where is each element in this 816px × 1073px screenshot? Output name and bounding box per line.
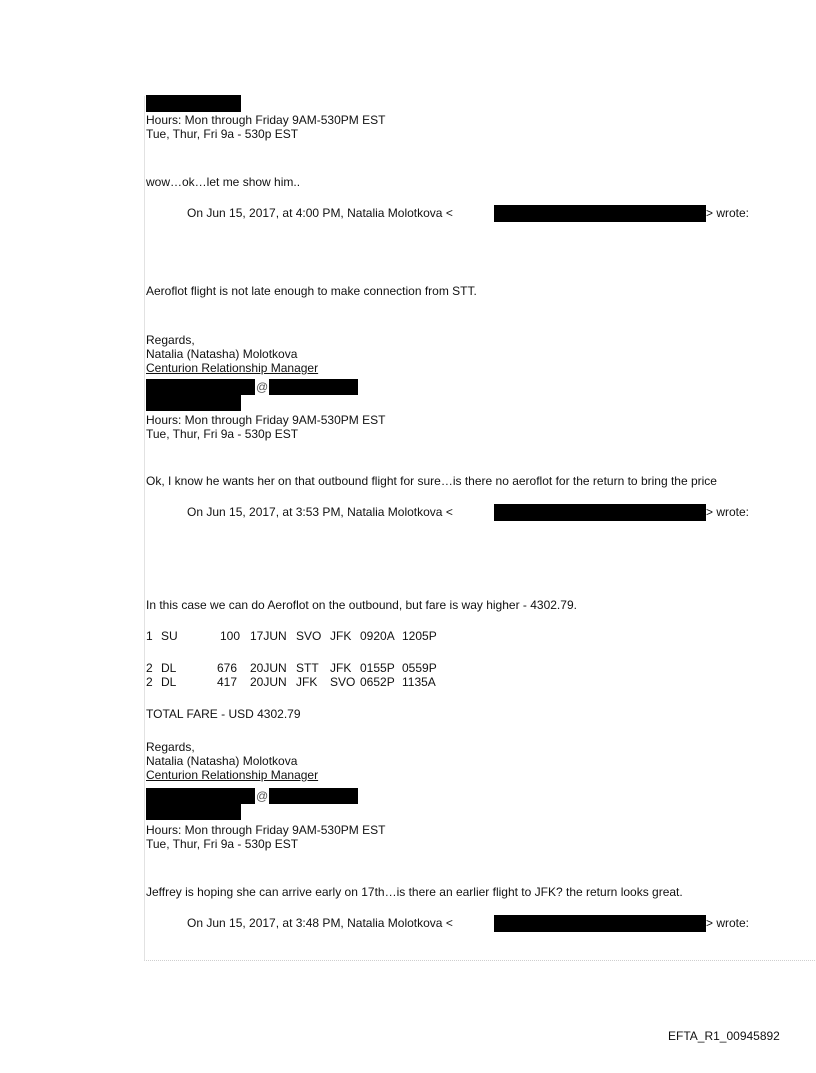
reply-header-prefix: On Jun 15, 2017, at 3:48 PM, Natalia Molotkova < — [187, 916, 453, 930]
redaction-box — [269, 379, 358, 395]
redaction-box — [146, 379, 255, 395]
flight-date: 20JUN — [250, 661, 287, 675]
redaction-box — [494, 504, 706, 521]
hours-line: Hours: Mon through Friday 9AM-530PM EST — [146, 113, 386, 127]
reply-header-suffix: > wrote: — [706, 505, 750, 519]
email-at-sign: @ — [256, 380, 269, 394]
origin-airport: STT — [296, 661, 319, 675]
message-body: Ok, I know he wants her on that outbound flight for sure…is there no aeroflot for the return to bring the price — [146, 474, 717, 488]
segment-number: 2 — [146, 675, 153, 689]
total-fare: TOTAL FARE - USD 4302.79 — [146, 707, 301, 721]
departure-time: 0155P — [360, 661, 395, 675]
redaction-box — [146, 788, 255, 804]
arrival-time: 1205P — [402, 629, 437, 643]
days-line: Tue, Thur, Fri 9a - 530p EST — [146, 427, 299, 441]
email-at-sign: @ — [256, 789, 269, 803]
message-body: Jeffrey is hoping she can arrive early on 17th…is there an earlier flight to JFK? the return looks great. — [146, 885, 683, 899]
departure-time: 0920A — [360, 629, 395, 643]
redaction-box — [146, 95, 241, 112]
departure-time: 0652P — [360, 675, 395, 689]
redaction-box — [146, 395, 241, 411]
hours-line: Hours: Mon through Friday 9AM-530PM EST — [146, 413, 386, 427]
destination-airport: SVO — [330, 675, 356, 689]
flight-date: 20JUN — [250, 675, 287, 689]
segment-number: 2 — [146, 661, 153, 675]
signature-regards: Regards, — [146, 740, 195, 754]
flight-number: 676 — [217, 661, 238, 675]
flight-number: 100 — [220, 629, 241, 643]
reply-header-prefix: On Jun 15, 2017, at 3:53 PM, Natalia Molotkova < — [187, 505, 453, 519]
signature-name: Natalia (Natasha) Molotkova — [146, 754, 298, 768]
signature-title: Centurion Relationship Manager — [146, 768, 319, 782]
reply-header-suffix: > wrote: — [706, 916, 750, 930]
reply-header-prefix: On Jun 15, 2017, at 4:00 PM, Natalia Molotkova < — [187, 206, 453, 220]
message-body: In this case we can do Aeroflot on the outbound, but fare is way higher - 4302.79. — [146, 598, 577, 612]
segment-number: 1 — [146, 629, 153, 643]
message-body: wow…ok…let me show him.. — [146, 175, 301, 189]
origin-airport: JFK — [296, 675, 318, 689]
message-body: Aeroflot flight is not late enough to make connection from STT. — [146, 284, 477, 298]
destination-airport: JFK — [330, 661, 352, 675]
arrival-time: 1135A — [402, 675, 436, 689]
carrier-code: DL — [161, 675, 177, 689]
reply-header-suffix: > wrote: — [706, 206, 750, 220]
redaction-box — [494, 915, 706, 932]
signature-name: Natalia (Natasha) Molotkova — [146, 347, 298, 361]
flight-date: 17JUN — [250, 629, 287, 643]
origin-airport: SVO — [296, 629, 322, 643]
redaction-box — [146, 804, 241, 820]
days-line: Tue, Thur, Fri 9a - 530p EST — [146, 127, 299, 141]
signature-regards: Regards, — [146, 333, 195, 347]
signature-title: Centurion Relationship Manager — [146, 361, 319, 375]
redaction-box — [269, 788, 358, 804]
arrival-time: 0559P — [402, 661, 437, 675]
redaction-box — [494, 205, 706, 222]
destination-airport: JFK — [330, 629, 352, 643]
days-line: Tue, Thur, Fri 9a - 530p EST — [146, 837, 299, 851]
document-id-footer: EFTA_R1_00945892 — [668, 1029, 780, 1043]
carrier-code: SU — [161, 629, 178, 643]
flight-number: 417 — [217, 675, 238, 689]
carrier-code: DL — [161, 661, 177, 675]
hours-line: Hours: Mon through Friday 9AM-530PM EST — [146, 823, 386, 837]
